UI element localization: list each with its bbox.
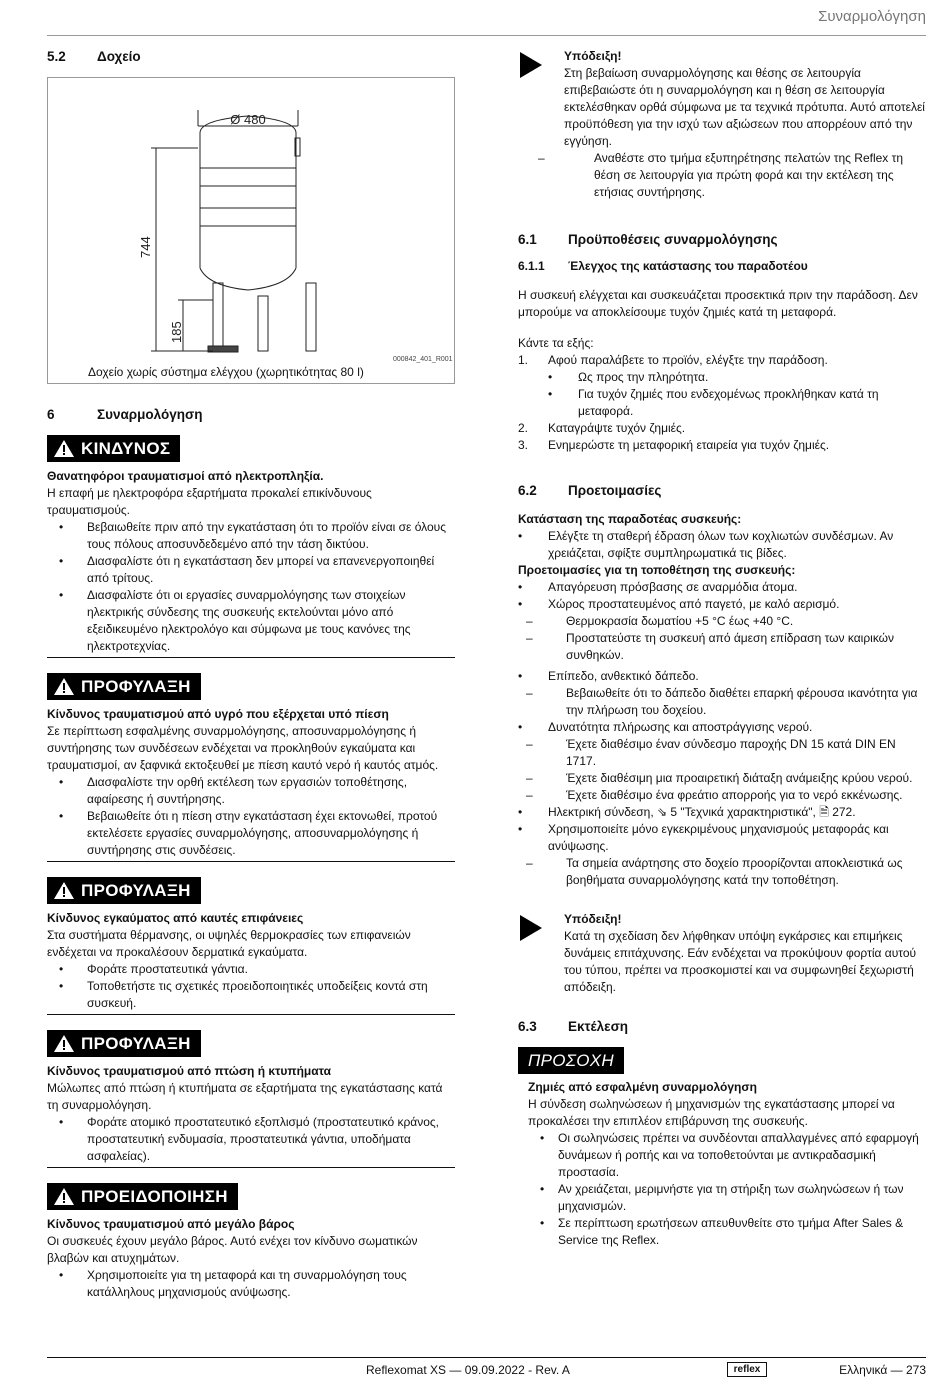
paragraph: Κάντε τα εξής: xyxy=(518,336,594,350)
warning-triangle-icon xyxy=(53,677,75,696)
caution-notice-fall xyxy=(47,1030,455,1168)
list-item: • Φοράτε προστατευτικά γάντια. xyxy=(47,961,455,978)
list-item: • Ελέγξτε τη σταθερή έδραση όλων των κοχλιωτών συνδέσμων. Αν χρειάζεται, σφίξτε συμπληρωματικά τις βίδες. xyxy=(506,528,928,562)
list-item: • Χρησιμοποιείτε μόνο εγκεκριμένους μηχανισμούς μεταφοράς και ανύψωσης. – Τα σημεία ανάρτησης στο δοχείο προορίζονται αποκλειστικά ως βοηθήματα συναρμολόγησης κατά την τοποθέτηση. xyxy=(506,821,928,889)
subheading: Κατάσταση της παραδοτέας συσκευής: xyxy=(518,512,742,526)
list-item: – Έχετε διαθέσιμη μια προαιρετική διάταξη ανάμειξης κρύου νερού. xyxy=(506,770,928,787)
warning-heading: Κίνδυνος τραυματισμού από μεγάλο βάρος xyxy=(47,1217,295,1231)
attention-list xyxy=(528,1130,928,1249)
list-item: • Βεβαιωθείτε ότι η πίεση στην εγκατάσταση έχει εκτονωθεί, προτού εκτελέσετε εργασίες συναρμολόγησης, αποσυναρμολόγησης ή συντήρησης στις συνδέσεις. xyxy=(47,808,455,859)
section-heading-6-1: 6.1 Προϋποθέσεις συναρμολόγησης xyxy=(518,232,778,247)
caution-heading: Κίνδυνος τραυματισμού από πτώση ή κτυπήματα xyxy=(47,1064,332,1078)
note-commissioning xyxy=(518,48,928,201)
section-heading-6-2: 6.2 Προετοιμασίες xyxy=(518,483,662,498)
steps-list xyxy=(518,352,928,454)
list-item: • Χρησιμοποιείτε για τη μεταφορά και τη συναρμολόγηση τους κατάλληλους μηχανισμούς ανύψωσης. xyxy=(47,1267,455,1301)
list-item: • Φοράτε ατομικό προστατευτικό εξοπλισμό (προστατευτικό κράνος, προστατευτική ενδυμασία, προστατευτικά γάντια, υποδήματα ασφαλείας). xyxy=(47,1114,455,1165)
danger-text: Η επαφή με ηλεκτροφόρα εξαρτήματα προκαλεί επικίνδυνους τραυματισμούς. xyxy=(47,486,372,517)
list-item: 1. Αφού παραλάβετε το προϊόν, ελέγξτε την παράδοση. • Ως προς την πληρότητα. • Για τυχόν ζημιές που ενδεχομένως προκλήθηκαν κατά τη μεταφορά. xyxy=(518,352,928,420)
list-item: – Έχετε διαθέσιμο ένα φρεάτιο απορροής για το νερό εκκένωσης. xyxy=(506,787,928,804)
subheading: Προετοιμασίες για τη τοποθέτηση της συσκευής: xyxy=(518,563,796,577)
note-list xyxy=(518,150,928,201)
list-item: • Διασφαλίστε ότι η εγκατάσταση δεν μπορεί να επανενεργοποιηθεί από τρίτους. xyxy=(47,553,455,587)
caution-text: Μώλωπες από πτώση ή κτυπήματα σε εξαρτήματα της εγκατάστασης κατά τη συναρμολόγηση. xyxy=(47,1081,443,1112)
figure-code: 000842_401_R001 xyxy=(393,356,453,363)
caution-list xyxy=(47,774,455,859)
list-item: • Σε περίπτωση ερωτήσεων απευθυνθείτε στο τμήμα After Sales & Service της Reflex. xyxy=(528,1215,928,1249)
list-item: • Τοποθετήστε τις σχετικές προειδοποιητικές υποδείξεις κοντά στη συσκευή. xyxy=(47,978,455,1012)
list-item: • Ηλεκτρική σύνδεση, ⇘ 5 "Τεχνικά χαρακτηριστικά", 🗎 272. xyxy=(506,804,928,821)
list-item: – Προστατεύστε τη συσκευή από άμεση επίδραση των καιρικών συνθηκών. xyxy=(506,630,928,664)
list-item: • Βεβαιωθείτε πριν από την εγκατάσταση ότι το προϊόν είναι σε όλους τους πόλους αποσυνδεδεμένο από την τάση δικτύου. xyxy=(47,519,455,553)
attention-heading: Ζημιές από εσφαλμένη συναρμολόγηση xyxy=(528,1080,757,1094)
caution-text: Σε περίπτωση εσφαλμένης συναρμολόγησης, αποσυναρμολόγησης ή συντήρησης των συνδέσεων ενδέχεται να προκληθούν εγκαύματα και τραυματισμοί, αν ξαφνικά εκτοξευθεί με πίεση καυτό νερό ή καυτός ατμός. xyxy=(47,724,439,772)
list-item: • Χώρος προστατευμένος από παγετό, με καλό αερισμό. – Θερμοκρασία δωματίου +5 °C έως +40 °C. – Προστατεύστε τη συσκευή από άμεση επίδραση των καιρικών συνθηκών. xyxy=(506,596,928,664)
caution-text: Στα συστήματα θέρμανσης, οι υψηλές θερμοκρασίες των επιφανειών ενδέχεται να προκαλέσουν δερματικά εγκαύματα. xyxy=(47,928,411,959)
section-heading-6-1-1: 6.1.1 Έλεγχος της κατάστασης του παραδοτέου xyxy=(518,259,808,273)
warning-notice-weight xyxy=(47,1183,455,1301)
height-label: 744 xyxy=(138,236,153,258)
list-item: • Οι σωληνώσεις πρέπει να συνδέονται απαλλαγμένες από εφαρμογή δυνάμεων ή ροπής και να τοποθετούνται με αντικραδασμική προστασία. xyxy=(528,1130,928,1181)
attention-text: Η σύνδεση σωληνώσεων ή μηχανισμών της εγκατάστασης μπορεί να προκαλέσει την επιπλέον επιβάρυνση της συσκευής. xyxy=(528,1097,895,1128)
note-heading: Υπόδειξη! xyxy=(564,49,622,63)
bullet-list xyxy=(506,579,928,889)
list-item: • Απαγόρευση πρόσβασης σε αναρμόδια άτομα. xyxy=(506,579,928,596)
vessel-drawing xyxy=(48,78,456,383)
left-column xyxy=(47,48,455,1301)
leg-height-label: 185 xyxy=(169,321,184,343)
list-item: • Επίπεδο, ανθεκτικό δάπεδο. – Βεβαιωθείτε ότι το δάπεδο διαθέτει επαρκή φέρουσα ικανότητα για την πλήρωση του δοχείου. xyxy=(506,668,928,719)
danger-signal-word: ΚΙΝΔΥΝΟΣ xyxy=(47,435,180,462)
caution-list xyxy=(47,1114,455,1165)
danger-heading: Θανατηφόροι τραυματισμοί από ηλεκτροπληξία. xyxy=(47,469,324,483)
note-text: Στη βεβαίωση συναρμολόγησης και θέσης σε λειτουργία επιβεβαιώστε ότι η συναρμολόγηση και η θέση σε λειτουργία εκτελέσθηκαν ορθά σύμφωνα με τα τεχνικά πρότυπα. Αυτό αποτελεί προϋπόθεση για την ισχύ των αξιώσεων που απορρέουν από την εγγύηση. xyxy=(564,66,925,148)
attention-signal-word: ΠΡΟΣΟΧΗ xyxy=(518,1047,624,1074)
caution-signal-word: ΠΡΟΦΥΛΑΞΗ xyxy=(47,673,201,700)
caution-notice-hot-surfaces xyxy=(47,877,455,1015)
warning-text: Οι συσκευές έχουν μεγάλο βάρος. Αυτό ενέχει τον κίνδυνο σωματικών βλαβών και ατυχημάτων. xyxy=(47,1234,418,1265)
bullet-list xyxy=(506,528,928,562)
diameter-label: Ø 480 xyxy=(230,112,266,127)
paragraph: Η συσκευή ελέγχεται και συσκευάζεται προσεκτικά πριν την παράδοση. Δεν μπορούμε να αποκλείσουμε τυχόν ζημιές κατά τη μεταφορά. xyxy=(518,288,918,319)
note-text: Κατά τη σχεδίαση δεν λήφθηκαν υπόψη εγκάρσιες και επιμήκεις δυνάμεις επιτάχυνσης. Εάν ενδέχεται να προκύψουν φορτία αυτού του τύπου, πρέπει να προσκομιστεί και να συμφωνηθεί ξεχωριστή απόδειξη. xyxy=(564,929,917,994)
section-heading-5-2: 5.2 Δοχείο xyxy=(47,49,141,64)
list-item: – Θερμοκρασία δωματίου +5 °C έως +40 °C. xyxy=(506,613,928,630)
footer-divider xyxy=(47,1357,926,1358)
list-item: • Ως προς την πληρότητα. xyxy=(518,369,928,386)
caution-signal-word: ΠΡΟΦΥΛΑΞΗ xyxy=(47,1030,201,1057)
header-title: Συναρμολόγηση xyxy=(818,8,926,25)
attention-notice xyxy=(518,1047,928,1249)
right-column xyxy=(518,48,928,1249)
caution-notice-pressure xyxy=(47,673,455,862)
section-heading-6: 6 Συναρμολόγηση xyxy=(47,407,203,422)
footer-page: Ελληνικά — 273 xyxy=(839,1363,926,1377)
caution-heading: Κίνδυνος εγκαύματος από καυτές επιφάνειες xyxy=(47,911,304,925)
vessel-figure xyxy=(47,77,455,384)
caution-list xyxy=(47,961,455,1012)
footer-document: Reflexomat XS — 09.09.2022 - Rev. A xyxy=(366,1363,570,1377)
list-item: – Τα σημεία ανάρτησης στο δοχείο προορίζονται αποκλειστικά ως βοηθήματα συναρμολόγησης κατά την τοποθέτηση. xyxy=(506,855,928,889)
warning-list xyxy=(47,1267,455,1301)
list-item: 3. Ενημερώστε τη μεταφορική εταιρεία για τυχόν ζημιές. xyxy=(518,438,830,452)
list-item: • Δυνατότητα πλήρωσης και αποστράγγισης νερού. – Έχετε διαθέσιμο έναν σύνδεσμο παροχής DN 15 κατά DIN EN 1717. – Έχετε διαθέσιμη μια προαιρετική διάταξη ανάμειξης κρύου νερού. – Έχετε διαθέσιμο ένα φρεάτιο απορροής για το νερό εκκένωσης. xyxy=(506,719,928,804)
list-item: – Βεβαιωθείτε ότι το δάπεδο διαθέτει επαρκή φέρουσα ικανότητα για την πλήρωση του δοχείου. xyxy=(506,685,928,719)
danger-list xyxy=(47,519,455,655)
warning-triangle-icon xyxy=(53,1034,75,1053)
danger-notice xyxy=(47,435,455,658)
caution-heading: Κίνδυνος τραυματισμού από υγρό που εξέρχεται υπό πίεση xyxy=(47,707,389,721)
warning-triangle-icon xyxy=(53,881,75,900)
figure-caption: Δοχείο χωρίς σύστημα ελέγχου (χωρητικότητας 80 l) xyxy=(88,365,364,379)
list-item: – Έχετε διαθέσιμο έναν σύνδεσμο παροχής DN 15 κατά DIN EN 1717. xyxy=(506,736,928,770)
warning-triangle-icon xyxy=(53,439,75,458)
list-item: • Αν χρειάζεται, μεριμνήστε για τη στήριξη των σωληνώσεων ή των μηχανισμών. xyxy=(528,1181,928,1215)
list-item: • Διασφαλίστε την ορθή εκτέλεση των εργασιών τοποθέτησης, αφαίρεσης ή συντήρησης. xyxy=(47,774,455,808)
list-item: • Για τυχόν ζημιές που ενδεχομένως προκλήθηκαν κατά τη μεταφορά. xyxy=(518,386,928,420)
note-acceleration xyxy=(518,911,928,996)
header-divider xyxy=(47,35,926,36)
warning-signal-word: ΠΡΟΕΙΔΟΠΟΙΗΣΗ xyxy=(47,1183,238,1210)
caution-signal-word: ΠΡΟΦΥΛΑΞΗ xyxy=(47,877,201,904)
reflex-logo: reflex xyxy=(727,1362,767,1377)
list-item: – Αναθέστε στο τμήμα εξυπηρέτησης πελατών της Reflex τη θέση σε λειτουργία για πρώτη φορά και την εκτέλεση της ετήσιας συντήρησης. xyxy=(518,150,928,201)
note-arrow-icon xyxy=(520,915,542,941)
section-heading-6-3: 6.3 Εκτέλεση xyxy=(518,1019,629,1034)
note-heading: Υπόδειξη! xyxy=(564,912,622,926)
list-item: 2. Καταγράψτε τυχόν ζημιές. xyxy=(518,421,686,435)
warning-triangle-icon xyxy=(53,1187,75,1206)
list-item: • Διασφαλίστε ότι οι εργασίες συναρμολόγησης των στοιχείων ηλεκτρικής σύνδεσης της συσκευής εκτελούνται μόνο από εξειδικευμένο ηλεκτρολόγο και σύμφωνα με τους κανόνες της ηλεκτροτεχνίας. xyxy=(47,587,455,655)
note-arrow-icon xyxy=(520,52,542,78)
